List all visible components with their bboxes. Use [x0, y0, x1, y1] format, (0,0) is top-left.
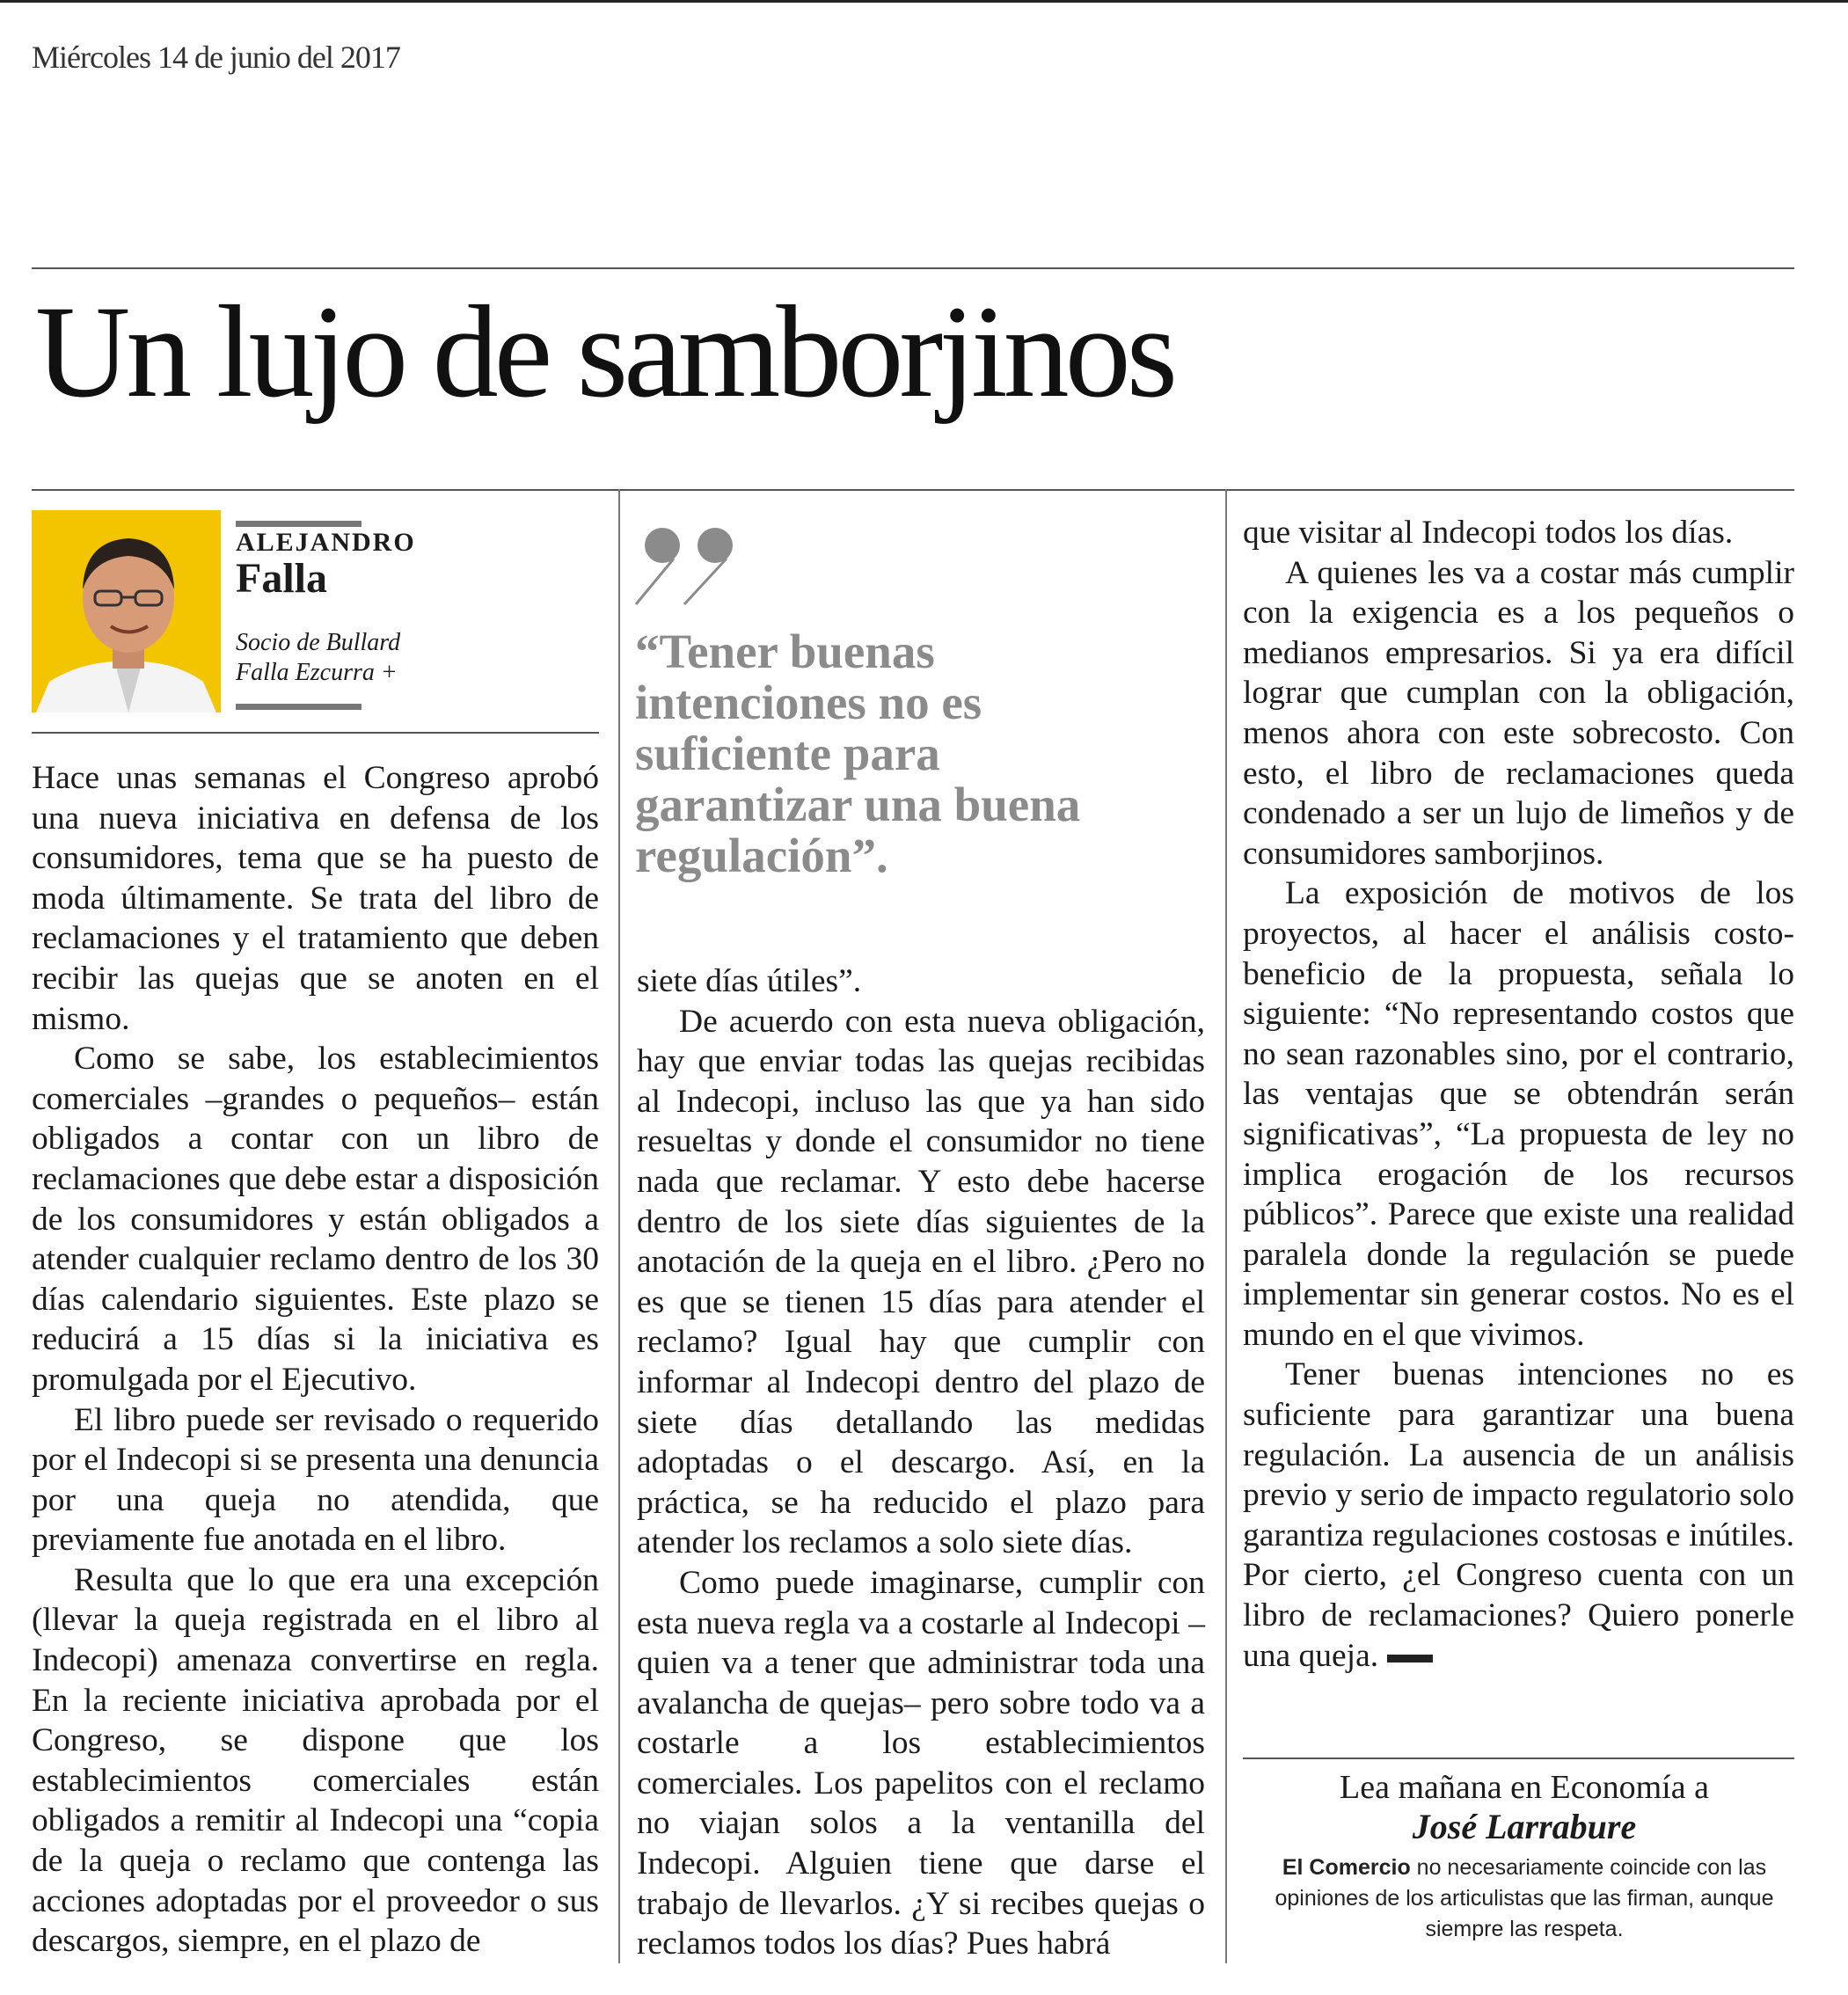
author-photo	[32, 510, 221, 712]
author-last-name: Falla	[236, 555, 327, 602]
paragraph: Como puede imaginarse, cumplir con esta nueva regla va a costarle al Indecopi –quien va a tener que administrar toda una avalancha de quejas– pero sobre todo va a costarle a los establecimientos comerciales. Los papelitos con el reclamo no viajan solos a la ventanilla del Indecopi. Alguien tiene que darse el trabajo de llevarlos. ¿Y si recibes quejas o reclamos todos los días? Pues habrá	[637, 1564, 1205, 1962]
paragraph: La exposición de motivos de los proyectos, al hacer el análisis costo-beneficio de la propuesta, señala lo siguiente: “No representando costos que no sean razonables sino, por el contrario, las ventajas que se obtendrán serán significativas”, “La propuesta de ley no implica erogación de los recursos públicos”. Parece que existe una realidad paralela donde la regulación se puede implementar sin generar costos. No es el mundo en el que vivimos.	[1243, 875, 1794, 1353]
paragraph: El libro puede ser revisado o requerido por el Indecopi si se presenta una denuncia por una queja no atendida, que previamente fue anotada en el libro.	[32, 1401, 599, 1559]
disclaimer	[1243, 1852, 1806, 1945]
paragraph: Hace unas semanas el Congreso aprobó una nueva iniciativa en defensa de los consumidores, tema que se ha puesto de moda últimamente. Se trata del libro de reclamaciones y el tratamiento que deben recibir las quejas que se anoten en el mismo.	[32, 760, 599, 1037]
author-first-name: ALEJANDRO	[236, 528, 416, 557]
author-role-line2: Falla Ezcurra +	[236, 659, 398, 686]
article-column-3	[1243, 513, 1794, 1676]
top-border	[0, 0, 1848, 3]
footer-promo: Lea mañana en Economía a	[1340, 1769, 1709, 1806]
pull-quote: “Tener buenas intenciones no es suficiente para garantizar una buena regulación”.	[635, 625, 1081, 882]
headline-top-rule	[32, 267, 1794, 269]
paragraph-final	[1243, 1355, 1794, 1676]
footer-rule	[1243, 1758, 1794, 1759]
paragraph: De acuerdo con esta nueva obligación, hay que enviar todas las quejas recibidas al Indecopi, incluso las que ya han sido resueltas y donde el consumidor no tiene nada que reclamar. Y esto debe hacerse dentro de los siete días siguientes de la anotación de la queja en el libro. ¿Pero no es que se tienen 15 días para atender el reclamo? Igual hay que cumplir con informar al Indecopi dentro del plazo de siete días detallando las medidas adoptadas o el descargo. Así, en la práctica, se ha reducido el plazo para atender los reclamos a solo siete días.	[637, 1003, 1205, 1561]
author-role-line1: Socio de Bullard	[236, 629, 401, 656]
author-portrait-icon	[32, 510, 221, 712]
headline-bottom-rule	[32, 489, 1794, 491]
next-author-name: José Larrabure	[1412, 1807, 1637, 1846]
paragraph: que visitar al Indecopi todos los días.	[1243, 515, 1734, 551]
footer-box	[1243, 1768, 1806, 1945]
disclaimer-text: no necesariamente coincide con las opiniones de los articulistas que las firman, aunque siempre las respeta.	[1275, 1855, 1774, 1941]
article-column-1	[32, 758, 599, 1962]
paragraph: A quienes les va a costar más cumplir con la exigencia es a los pequeños o medianos empresarios. Si ya era difícil lograr que cumplan con la obligación, menos ahora con este sobrecosto. Con esto, el libro de reclamaciones queda condenado a ser un lujo de limeños y de consumidores samborjinos.	[1243, 554, 1794, 872]
headline: Un lujo de samborjinos	[35, 279, 1174, 425]
author-bar-bottom	[236, 704, 362, 710]
author-bar-top	[236, 521, 362, 527]
end-of-article-mark	[1387, 1655, 1433, 1662]
column-divider-left	[618, 489, 620, 1963]
quote-mark-icon	[632, 523, 750, 611]
author-block-rule	[32, 732, 599, 734]
article-column-2	[637, 961, 1205, 1964]
author-role	[236, 628, 400, 688]
brand-name: El Comercio	[1282, 1855, 1411, 1880]
publication-date: Miércoles 14 de junio del 2017	[32, 40, 400, 75]
paragraph: Como se sabe, los establecimientos comerciales –grandes o pequeños– están obligados a contar con un libro de reclamaciones que debe estar a disposición de los consumidores y están obligados a atender cualquier reclamo dentro de los 30 días calendario siguientes. Este plazo se reducirá a 15 días si la iniciativa es promulgada por el Ejecutivo.	[32, 1041, 599, 1398]
paragraph: Resulta que lo que era una excepción (llevar la queja registrada en el libro al Indecopi) amenaza convertirse en regla. En la reciente iniciativa aprobada por el Congreso, se dispone que los establecimientos comerciales están obligados a remitir al Indecopi una “copia de la queja o reclamo que contenga las acciones adoptadas por el proveedor o sus descargos, siempre, en el plazo de	[32, 1561, 599, 1960]
column-divider-right	[1225, 489, 1227, 1963]
paragraph: siete días útiles”.	[637, 963, 862, 999]
closing-text: Tener buenas intenciones no es suficiente para garantizar una buena regulación. La ausencia de un análisis previo y serio de impacto regulatorio solo garantiza regulaciones costosas e inútiles. Por cierto, ¿el Congreso cuenta con un libro de reclamaciones? Quiero ponerle una queja.	[1243, 1356, 1794, 1674]
